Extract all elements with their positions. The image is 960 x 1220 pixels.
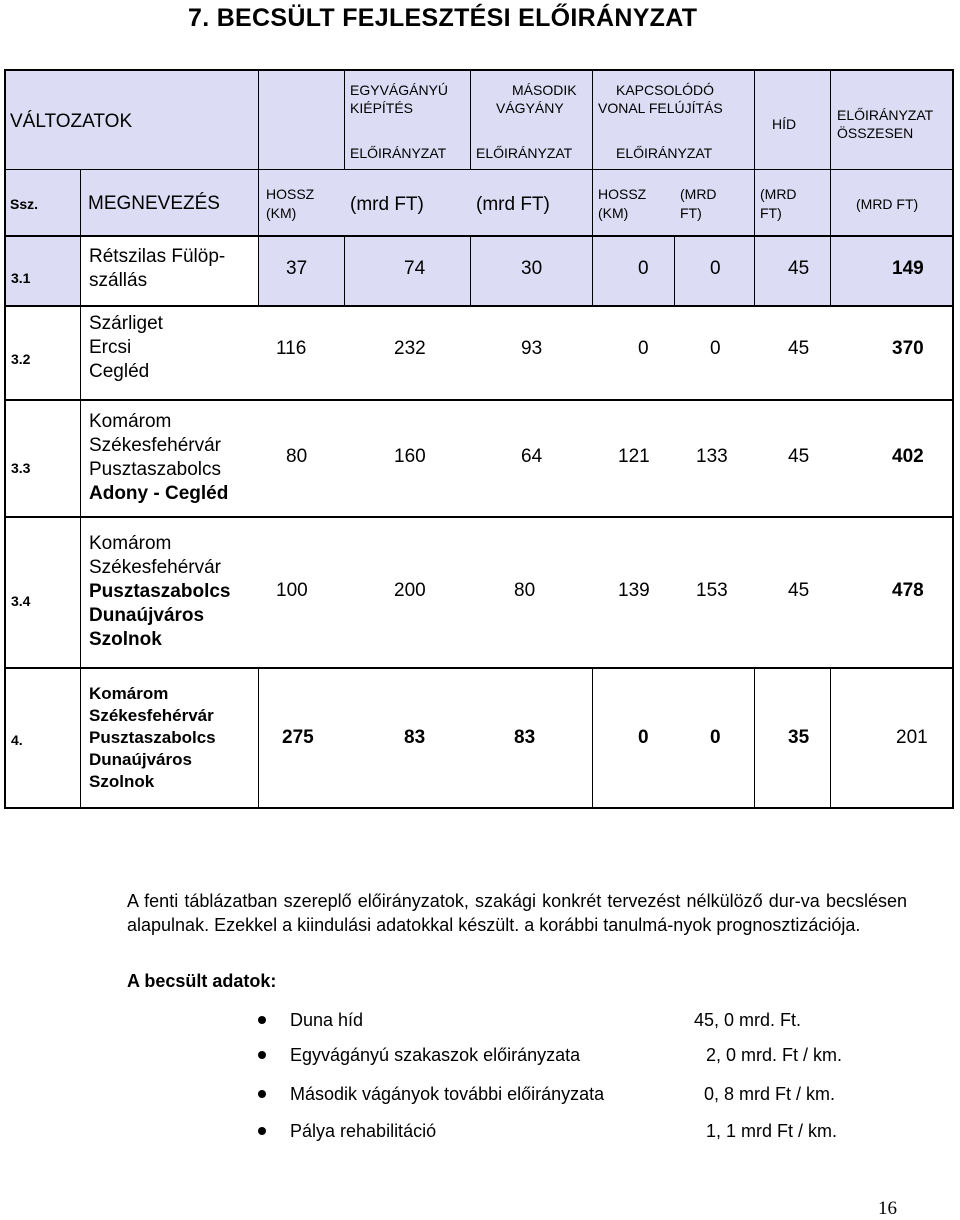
cell-length2: 0 bbox=[638, 258, 649, 279]
row-id: 3.1 bbox=[11, 270, 31, 286]
grid-line bbox=[470, 235, 471, 307]
row-name: Szolnok bbox=[89, 629, 162, 650]
cell-cost3: 153 bbox=[696, 580, 728, 601]
name-header: MEGNEVEZÉS bbox=[88, 193, 220, 214]
grid-line bbox=[4, 235, 954, 237]
grid-line bbox=[4, 169, 954, 170]
row-name: Ercsi bbox=[89, 337, 132, 358]
grid-line bbox=[4, 69, 954, 71]
row-name: szállás bbox=[89, 270, 148, 291]
estimate-label: Második vágányok további előirányzata bbox=[290, 1084, 605, 1104]
cell-total: 201 bbox=[896, 727, 928, 748]
estimate-value: 0, 8 mrd Ft / km. bbox=[704, 1084, 836, 1104]
grid-line bbox=[674, 235, 675, 307]
cell-cost1: 83 bbox=[404, 727, 426, 748]
note-paragraph: A fenti táblázatban szereplő előirányzatok, szakági konkrét tervezést nélkülöző dur-va becslésen alapulnak. Ezekkel a kiindulási adatokkal készült. a korábbi tanulmá-nyok prognosztizációja. bbox=[127, 891, 907, 935]
cell-total: 402 bbox=[892, 446, 924, 467]
cost1-header: (mrd FT) bbox=[350, 194, 424, 215]
cell-cost2: 83 bbox=[514, 727, 536, 748]
cell-total: 370 bbox=[892, 338, 924, 359]
cell-cost3: 133 bbox=[696, 446, 728, 467]
grid-line bbox=[4, 399, 954, 401]
second-track-header-3: ELŐIRÁNYZAT bbox=[476, 145, 573, 161]
cell-length2: 0 bbox=[638, 727, 649, 748]
grid-line bbox=[344, 235, 345, 307]
row-name: Pusztaszabolcs bbox=[89, 581, 231, 602]
connecting-header-3: ELŐIRÁNYZAT bbox=[616, 145, 713, 161]
cell-length1: 37 bbox=[286, 258, 308, 279]
row-name: Székesfehérvár bbox=[89, 706, 214, 725]
bullet-icon bbox=[258, 1127, 266, 1135]
grid-line bbox=[258, 69, 259, 307]
grid-line bbox=[952, 69, 954, 809]
length2-header-2: (KM) bbox=[598, 205, 629, 221]
cost4-header-1: (MRD bbox=[760, 186, 797, 202]
estimates-title: A becsült adatok: bbox=[127, 971, 277, 991]
cell-cost1: 74 bbox=[404, 258, 426, 279]
single-track-header-3: ELŐIRÁNYZAT bbox=[350, 145, 447, 161]
grid-line bbox=[4, 516, 954, 518]
connecting-header-1: KAPCSOLÓDÓ bbox=[616, 82, 715, 98]
estimate-label: Pálya rehabilitáció bbox=[290, 1121, 437, 1141]
grid-line bbox=[754, 69, 755, 307]
cost4-header-2: FT) bbox=[760, 205, 782, 221]
cell-length1: 275 bbox=[282, 727, 314, 748]
grid-line bbox=[830, 69, 831, 307]
length2-header-1: HOSSZ bbox=[598, 186, 647, 202]
cell-length2: 139 bbox=[618, 580, 650, 601]
grid-line bbox=[4, 69, 6, 809]
length1-header-2: (KM) bbox=[266, 205, 297, 221]
row-name: Pusztaszabolcs bbox=[89, 728, 216, 747]
bullet-icon bbox=[258, 1051, 266, 1059]
cell-bridge: 45 bbox=[788, 338, 810, 359]
bullet-icon bbox=[258, 1090, 266, 1098]
row-name: Szárliget bbox=[89, 313, 163, 334]
cell-length2: 0 bbox=[638, 338, 649, 359]
estimate-value: 45, 0 mrd. Ft. bbox=[694, 1010, 802, 1030]
row-name: Komárom bbox=[89, 684, 169, 703]
cell-bridge: 45 bbox=[788, 446, 810, 467]
single-track-header-2: KIÉPÍTÉS bbox=[350, 100, 414, 116]
page-title: 7. BECSÜLT FEJLESZTÉSI ELŐIRÁNYZAT bbox=[188, 4, 698, 32]
total-header-1: ELŐIRÁNYZAT bbox=[837, 107, 934, 123]
grid-line bbox=[258, 667, 259, 809]
cell-bridge: 35 bbox=[788, 727, 810, 748]
grid-line bbox=[4, 667, 954, 669]
cell-cost1: 232 bbox=[394, 338, 426, 359]
row-id: 3.3 bbox=[11, 460, 31, 476]
cell-cost2: 64 bbox=[521, 446, 543, 467]
cost5-header: (MRD FT) bbox=[856, 196, 919, 212]
row-name: Székesfehérvár bbox=[89, 557, 222, 578]
grid-line bbox=[592, 69, 593, 307]
row-name: Rétszilas Fülöp- bbox=[89, 246, 226, 267]
estimate-value: 1, 1 mrd Ft / km. bbox=[706, 1121, 838, 1141]
grid-line bbox=[830, 667, 831, 809]
row-id: 3.2 bbox=[11, 351, 31, 367]
grid-line bbox=[344, 69, 345, 169]
row-name: Komárom bbox=[89, 533, 172, 554]
row-name: Szolnok bbox=[89, 772, 155, 791]
row-name: Dunaújváros bbox=[89, 750, 192, 769]
page-number: 16 bbox=[878, 1198, 897, 1219]
ssz-header: Ssz. bbox=[10, 196, 39, 212]
connecting-header-2: VONAL FELÚJÍTÁS bbox=[598, 100, 723, 116]
cell-cost3: 0 bbox=[710, 727, 721, 748]
cell-cost1: 200 bbox=[394, 580, 426, 601]
row-name: Székesfehérvár bbox=[89, 435, 222, 456]
total-header-2: ÖSSZESEN bbox=[837, 125, 914, 141]
cell-length1: 116 bbox=[276, 338, 307, 359]
row-name: Dunaújváros bbox=[89, 605, 205, 626]
cell-cost3: 0 bbox=[710, 258, 721, 279]
grid-line bbox=[592, 667, 593, 809]
second-track-header-2: VÁGYÁNY bbox=[496, 100, 564, 116]
grid-line bbox=[4, 807, 954, 809]
row-id: 4. bbox=[11, 732, 23, 748]
cell-length2: 121 bbox=[618, 446, 650, 467]
cell-bridge: 45 bbox=[788, 258, 810, 279]
variants-header: VÁLTOZATOK bbox=[10, 111, 133, 132]
length1-header-1: HOSSZ bbox=[266, 186, 315, 202]
grid-line bbox=[80, 169, 81, 809]
bridge-header: HÍD bbox=[772, 116, 797, 132]
single-track-header-1: EGYVÁGÁNYÚ bbox=[350, 82, 449, 98]
row-name: Cegléd bbox=[89, 361, 150, 382]
estimate-label: Duna híd bbox=[290, 1010, 364, 1030]
estimate-value: 2, 0 mrd. Ft / km. bbox=[706, 1045, 843, 1065]
cost3-header-2: FT) bbox=[680, 205, 702, 221]
cell-cost2: 93 bbox=[521, 338, 543, 359]
cell-total: 478 bbox=[892, 580, 924, 601]
cell-bridge: 45 bbox=[788, 580, 810, 601]
cell-cost2: 80 bbox=[514, 580, 536, 601]
cell-length1: 80 bbox=[286, 446, 308, 467]
cell-cost3: 0 bbox=[710, 338, 721, 359]
bullet-icon bbox=[258, 1016, 266, 1024]
second-track-header-1: MÁSODIK bbox=[512, 82, 577, 98]
cost3-header-1: (MRD bbox=[680, 186, 717, 202]
estimate-label: Egyvágányú szakaszok előirányzata bbox=[290, 1045, 581, 1065]
cell-length1: 100 bbox=[276, 580, 308, 601]
grid-line bbox=[4, 305, 954, 307]
row-name: Adony - Cegléd bbox=[89, 483, 229, 504]
grid-line bbox=[754, 667, 755, 809]
cost2-header: (mrd FT) bbox=[476, 194, 550, 215]
cost-table bbox=[4, 69, 954, 809]
row-name: Komárom bbox=[89, 411, 172, 432]
row-name: Pusztaszabolcs bbox=[89, 459, 222, 480]
cell-total: 149 bbox=[892, 258, 924, 279]
cell-cost2: 30 bbox=[521, 258, 543, 279]
row-id: 3.4 bbox=[11, 593, 31, 609]
cell-cost1: 160 bbox=[394, 446, 426, 467]
grid-line bbox=[470, 69, 471, 169]
